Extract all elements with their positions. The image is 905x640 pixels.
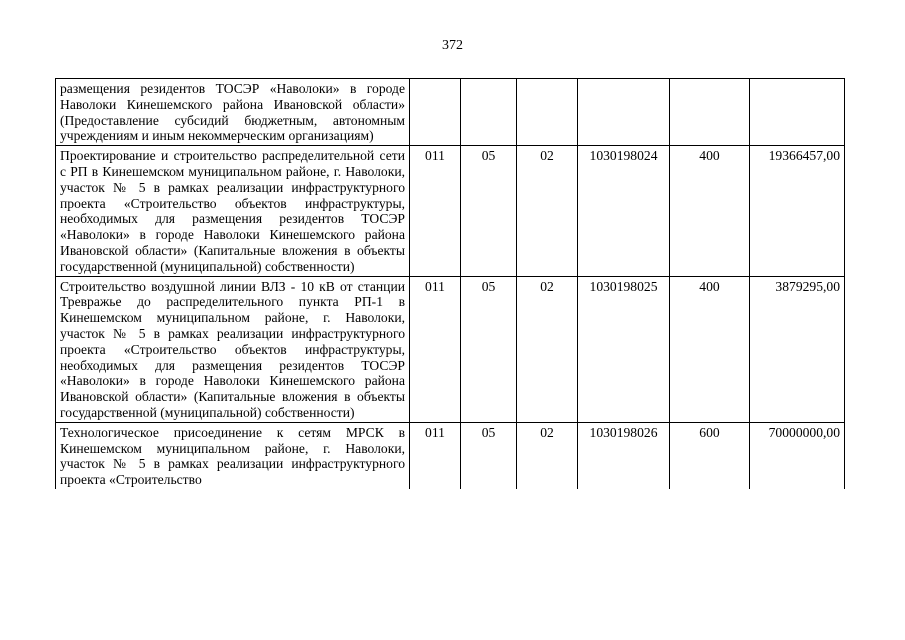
row-expense-type-code: 400 <box>670 146 750 276</box>
row-description: размещения резидентов ТОСЭР «Наволоки» в городе Наволоки Кинешемского района Ивановской области» (Предоставление субсидий бюджетным, автономным учреждениям и иным некоммерческим организациям) <box>56 79 410 146</box>
row-section-code: 05 <box>461 422 517 489</box>
row-expense-type-code: 600 <box>670 422 750 489</box>
row-amount: 3879295,00 <box>750 276 845 422</box>
page-number: 372 <box>442 38 463 53</box>
row-target-article-code: 1030198026 <box>578 422 670 489</box>
row-section-code: 05 <box>461 276 517 422</box>
row-expense-type-code <box>670 79 750 146</box>
budget-table <box>55 78 845 489</box>
row-subsection-code: 02 <box>517 422 578 489</box>
table-row <box>56 146 845 276</box>
table-row <box>56 276 845 422</box>
row-target-article-code: 1030198024 <box>578 146 670 276</box>
row-description: Технологическое присоединение к сетям МРСК в Кинешемском муниципальном районе, г. Наволоки, участок № 5 в рамках реализации инфраструктурного проекта «Строительство <box>56 422 410 489</box>
row-amount: 19366457,00 <box>750 146 845 276</box>
row-target-article-code <box>578 79 670 146</box>
table-row <box>56 422 845 489</box>
row-ved-code <box>410 79 461 146</box>
row-section-code: 05 <box>461 146 517 276</box>
table-row <box>56 79 845 146</box>
row-amount: 70000000,00 <box>750 422 845 489</box>
row-ved-code: 011 <box>410 146 461 276</box>
row-description: Строительство воздушной линии ВЛЗ - 10 кВ от станции Тревражье до распределительного пункта РП-1 в Кинешемском муниципальном районе, г. Наволоки, участок № 5 в рамках реализации инфраструктурного проекта «Строительство объектов инфраструктуры, необходимых для размещения резидентов ТОСЭР «Наволоки» в городе Наволоки Кинешемского района Ивановской области» (Капитальные вложения в объекты государственной (муниципальной) собственности) <box>56 276 410 422</box>
row-description: Проектирование и строительство распределительной сети с РП в Кинешемском муниципальном районе, г. Наволоки, участок № 5 в рамках реализации инфраструктурного проекта «Строительство объектов инфраструктуры, необходимых для размещения резидентов ТОСЭР «Наволоки» в городе Наволоки Кинешемского района Ивановской области» (Капитальные вложения в объекты государственной (муниципальной) собственности) <box>56 146 410 276</box>
row-section-code <box>461 79 517 146</box>
row-subsection-code: 02 <box>517 146 578 276</box>
row-subsection-code <box>517 79 578 146</box>
row-ved-code: 011 <box>410 422 461 489</box>
row-expense-type-code: 400 <box>670 276 750 422</box>
row-target-article-code: 1030198025 <box>578 276 670 422</box>
row-ved-code: 011 <box>410 276 461 422</box>
row-subsection-code: 02 <box>517 276 578 422</box>
row-amount <box>750 79 845 146</box>
